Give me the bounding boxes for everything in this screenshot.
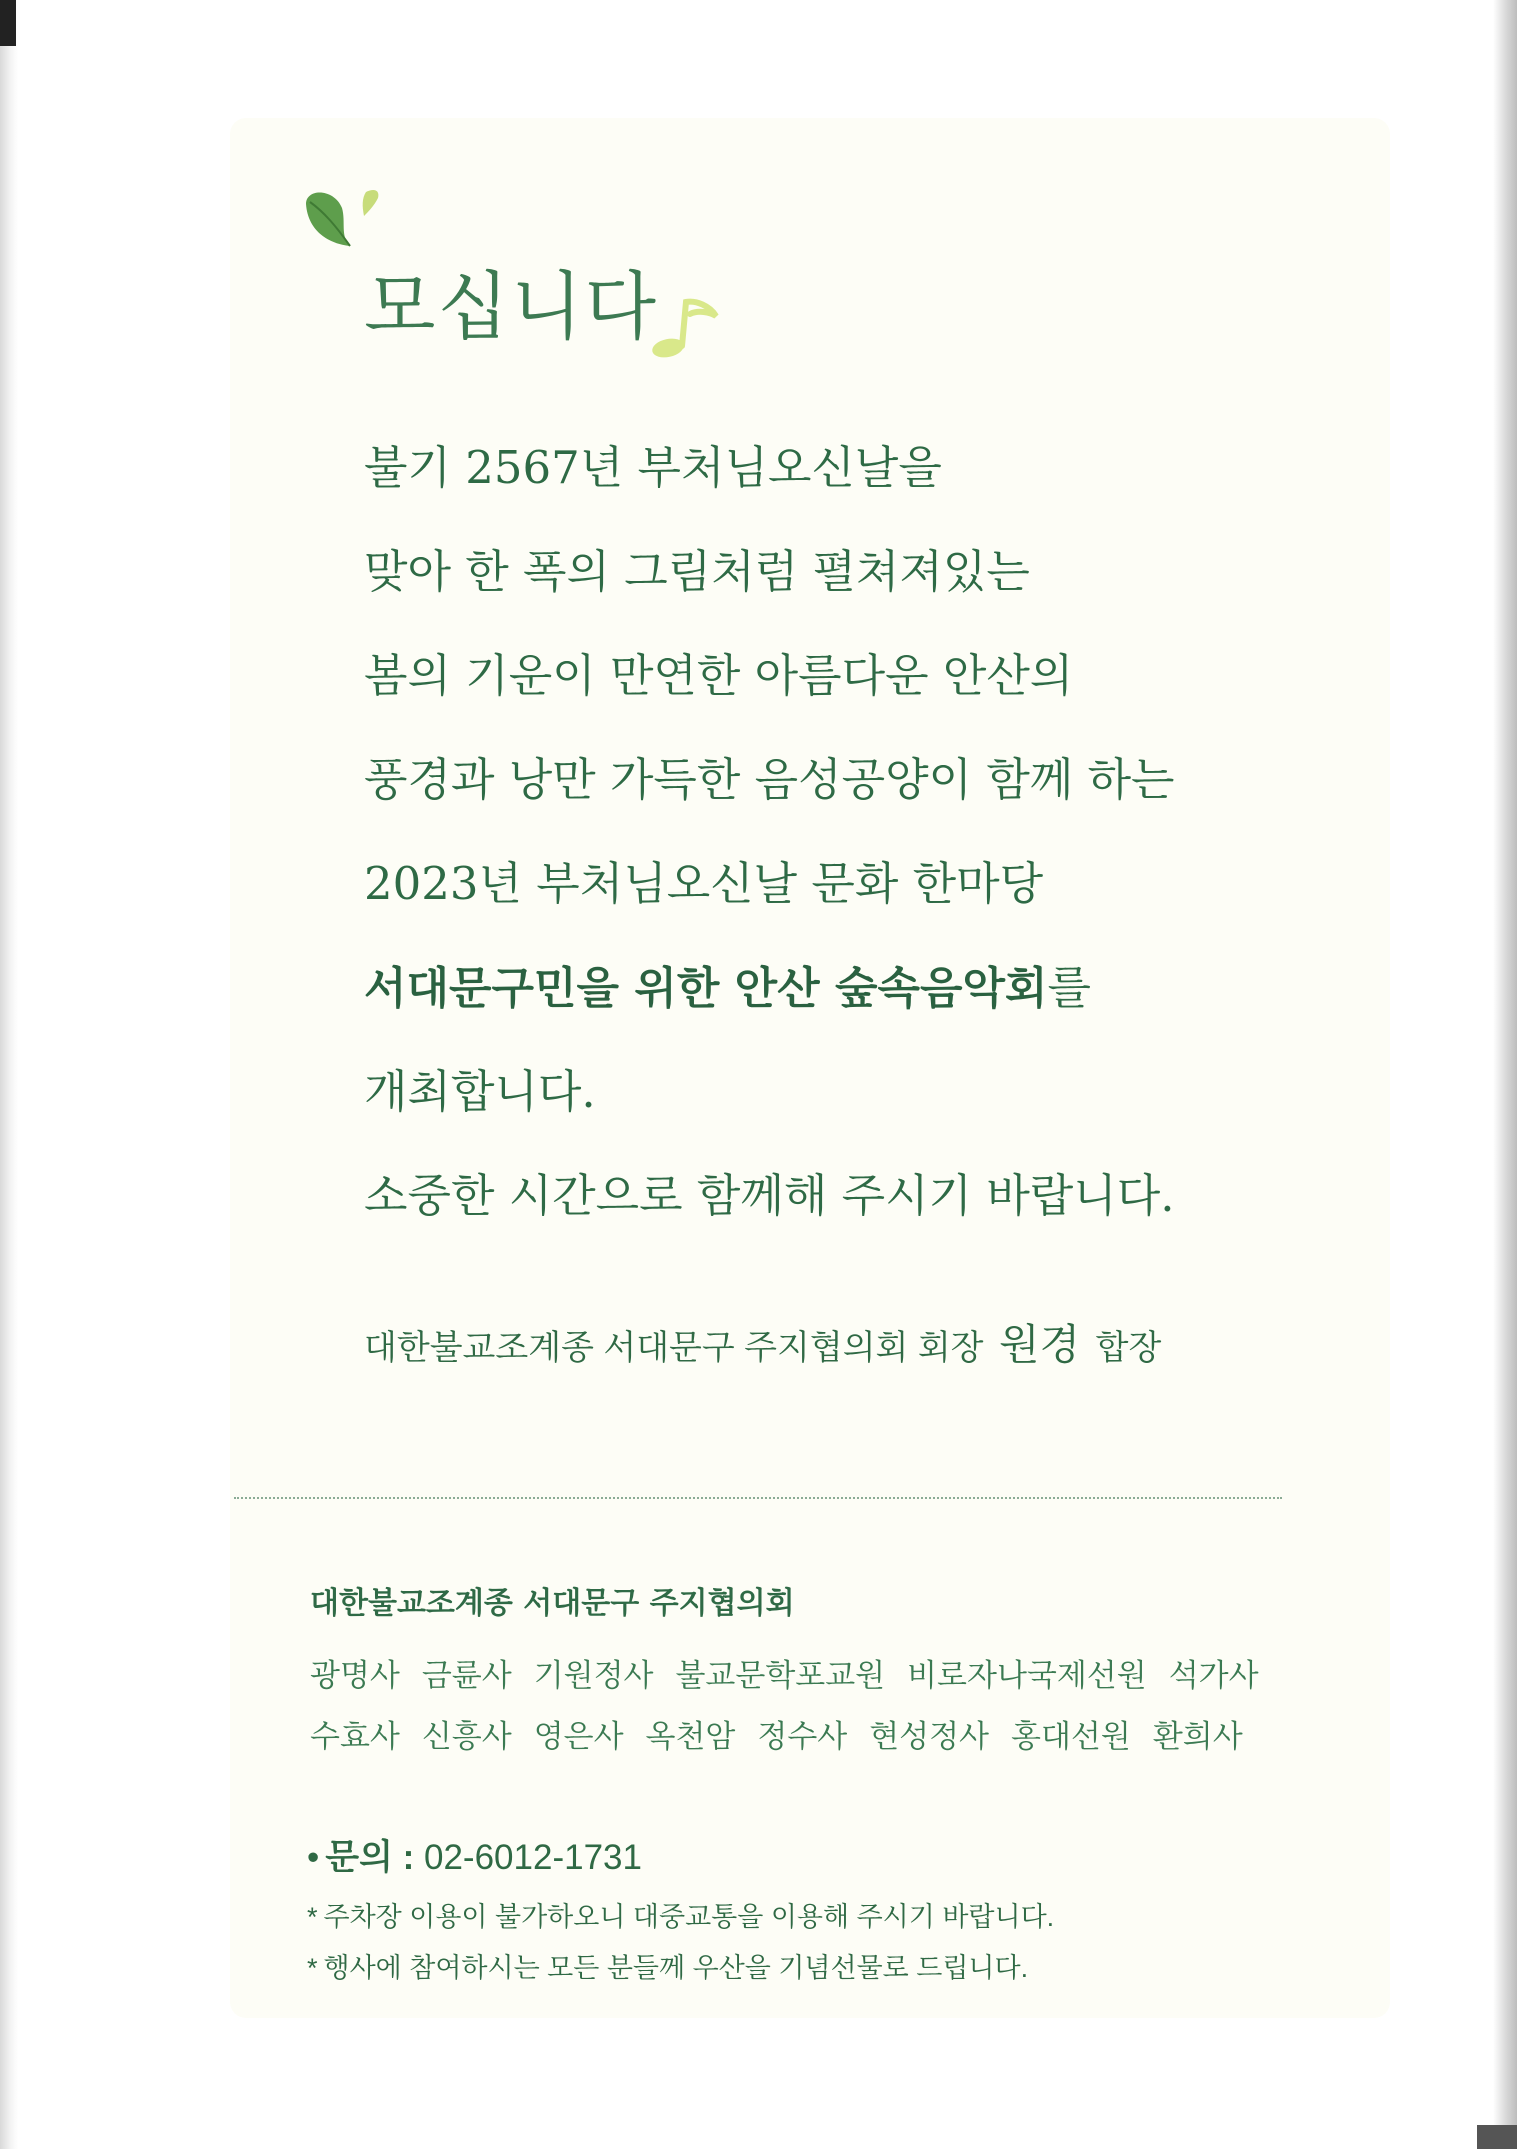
organizer-title: 대한불교조계종 서대문구 주지협의회	[310, 1586, 795, 1621]
bullet-icon: •	[307, 1838, 320, 1877]
event-title-particle: 를	[1047, 961, 1091, 1014]
scan-mark	[0, 0, 16, 46]
body-line: 2023년 부처님오신날 문화 한마당	[364, 857, 1044, 910]
notice-line	[307, 1946, 1028, 1985]
notice-text: 행사에 참여하시는 모든 분들께 우산을 기념선물로 드립니다.	[323, 1953, 1029, 1983]
temple-name: 수효사	[310, 1719, 400, 1754]
signature-title: 대한불교조계종 서대문구 주지협의회 회장	[364, 1329, 984, 1367]
temple-name: 석가사	[1168, 1658, 1259, 1693]
body-line: 맞아 한 폭의 그림처럼 펼쳐져있는	[364, 545, 1030, 598]
event-title-line	[364, 958, 1264, 1062]
signature	[364, 1312, 1161, 1372]
temple-name: 불교문학포교원	[675, 1658, 886, 1693]
signature-suffix: 합장	[1095, 1329, 1162, 1367]
notice-text: 주차장 이용이 불가하오니 대중교통을 이용해 주시기 바랍니다.	[323, 1902, 1055, 1932]
temple-name: 옥천암	[645, 1719, 736, 1754]
temple-list-row	[310, 1650, 1259, 1695]
body-line: 개최합니다.	[364, 1065, 596, 1118]
scan-mark	[1477, 2125, 1517, 2149]
music-note-icon	[650, 294, 730, 364]
contact-phone: 02-6012-1731	[424, 1838, 642, 1877]
temple-list-row	[310, 1711, 1243, 1756]
temple-name: 금륜사	[421, 1658, 512, 1693]
body-line: 풍경과 낭만 가득한 음성공양이 함께 하는	[364, 753, 1175, 806]
temple-name: 신흥사	[421, 1719, 512, 1754]
temple-name: 기원정사	[533, 1658, 654, 1693]
dotted-divider	[234, 1497, 1282, 1499]
event-title: 서대문구민을 위한 안산 숲속음악회	[364, 963, 1048, 1014]
asterisk-icon: *	[307, 1953, 318, 1983]
body-line: 소중한 시간으로 함께해 주시기 바랍니다.	[364, 1169, 1175, 1222]
invitation-body	[364, 438, 1264, 1270]
temple-name: 환희사	[1152, 1719, 1243, 1754]
notice-line	[307, 1895, 1054, 1934]
contact-label: 문의 :	[325, 1838, 415, 1877]
page-title: 모십니다	[364, 264, 658, 350]
asterisk-icon: *	[307, 1902, 318, 1932]
scan-edge-left	[0, 0, 18, 2149]
signature-name: 원경	[998, 1320, 1081, 1369]
temple-name: 광명사	[310, 1658, 400, 1693]
temple-name: 비로자나국제선원	[907, 1658, 1147, 1693]
body-line: 봄의 기운이 만연한 아름다운 안산의	[364, 649, 1074, 702]
body-line: 불기 2567년 부처님오신날을	[364, 441, 942, 494]
scan-edge-right	[1493, 0, 1517, 2149]
temple-name: 정수사	[757, 1719, 848, 1754]
temple-name: 홍대선원	[1011, 1719, 1131, 1754]
temple-name: 현성정사	[869, 1719, 990, 1754]
contact-info	[307, 1830, 642, 1880]
temple-name: 영은사	[533, 1719, 624, 1754]
